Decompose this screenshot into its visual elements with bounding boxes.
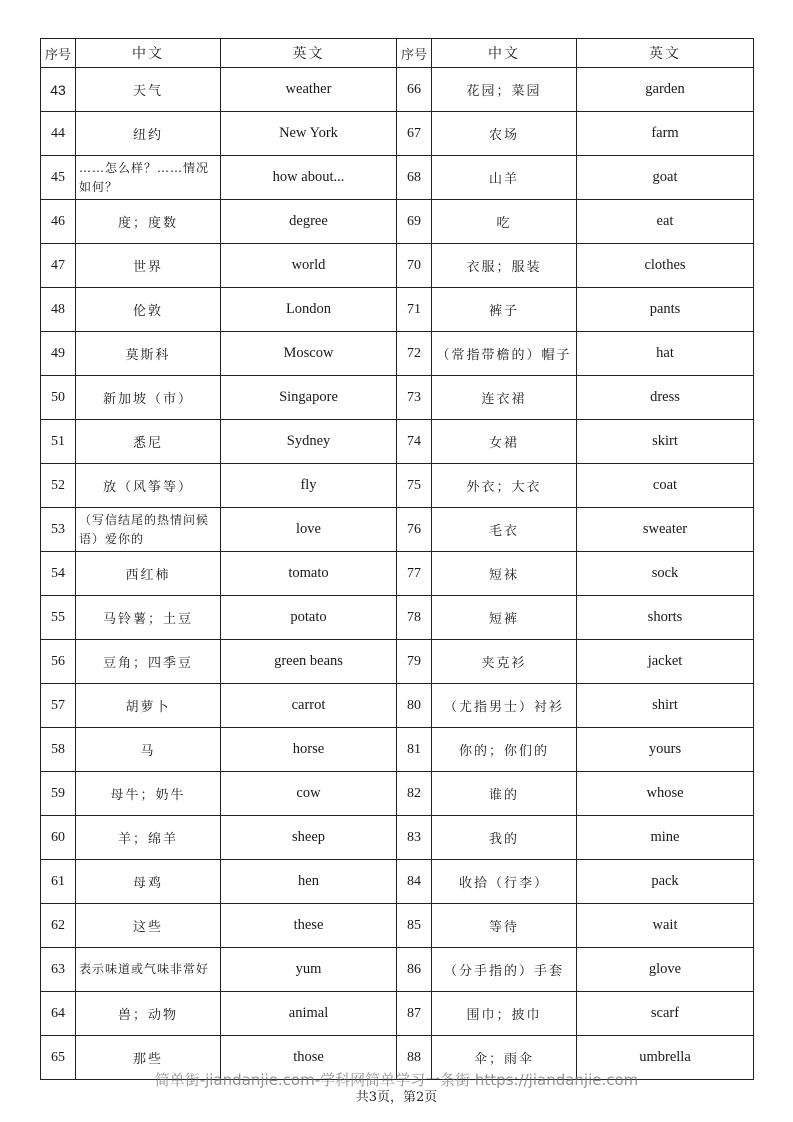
english-cell-left: degree — [221, 200, 397, 244]
english-cell-right: skirt — [577, 420, 754, 464]
index-cell-right: 68 — [397, 156, 432, 200]
table-row — [41, 156, 754, 200]
chinese-cell-right: 吃 — [432, 200, 577, 244]
watermark-text: 简单街-jiandanjie.com-学科网简单学习一条街 https://jiandanjie.com — [154, 1071, 639, 1089]
english-cell-left: hen — [221, 860, 397, 904]
chinese-cell-right: 农场 — [432, 112, 577, 156]
english-cell-left: sheep — [221, 816, 397, 860]
chinese-cell-right: 连衣裙 — [432, 376, 577, 420]
chinese-cell-left: 度；度数 — [76, 200, 221, 244]
index-cell-left: 45 — [41, 156, 76, 200]
table-row — [41, 464, 754, 508]
table-row — [41, 244, 754, 288]
english-cell-right: scarf — [577, 992, 754, 1036]
chinese-cell-right: 我的 — [432, 816, 577, 860]
chinese-cell-right: 谁的 — [432, 772, 577, 816]
table-row — [41, 200, 754, 244]
english-cell-right: mine — [577, 816, 754, 860]
chinese-cell-left: 伦敦 — [76, 288, 221, 332]
index-cell-right: 69 — [397, 200, 432, 244]
chinese-cell-right: 短袜 — [432, 552, 577, 596]
chinese-cell-left: 纽约 — [76, 112, 221, 156]
index-cell-left: 57 — [41, 684, 76, 728]
english-cell-right: shirt — [577, 684, 754, 728]
index-cell-left: 64 — [41, 992, 76, 1036]
index-cell-left: 60 — [41, 816, 76, 860]
header-chinese-right: 中文 — [432, 39, 577, 68]
index-cell-left: 54 — [41, 552, 76, 596]
chinese-cell-left: 马 — [76, 728, 221, 772]
chinese-cell-right: 伞；雨伞 — [432, 1036, 577, 1080]
english-cell-left: fly — [221, 464, 397, 508]
index-cell-left: 44 — [41, 112, 76, 156]
english-cell-right: goat — [577, 156, 754, 200]
chinese-cell-left: 羊；绵羊 — [76, 816, 221, 860]
english-cell-left: weather — [221, 68, 397, 112]
english-cell-right: jacket — [577, 640, 754, 684]
index-cell-right: 71 — [397, 288, 432, 332]
chinese-cell-right: 女裙 — [432, 420, 577, 464]
english-cell-left: Sydney — [221, 420, 397, 464]
chinese-cell-right: 衣服；服装 — [432, 244, 577, 288]
chinese-cell-left: 胡萝卜 — [76, 684, 221, 728]
index-cell-left: 55 — [41, 596, 76, 640]
chinese-cell-left: 莫斯科 — [76, 332, 221, 376]
chinese-cell-left: ……怎么样？……情况如何？ — [76, 156, 221, 200]
table-row — [41, 816, 754, 860]
index-cell-right: 75 — [397, 464, 432, 508]
english-cell-right: whose — [577, 772, 754, 816]
chinese-cell-left: 悉尼 — [76, 420, 221, 464]
chinese-cell-left: 世界 — [76, 244, 221, 288]
english-cell-right: dress — [577, 376, 754, 420]
chinese-cell-left: 新加坡（市） — [76, 376, 221, 420]
english-cell-right: shorts — [577, 596, 754, 640]
chinese-cell-right: 收拾（行李） — [432, 860, 577, 904]
english-cell-left: those — [221, 1036, 397, 1080]
index-cell-left: 48 — [41, 288, 76, 332]
index-cell-right: 84 — [397, 860, 432, 904]
table-row — [41, 112, 754, 156]
english-cell-right: sock — [577, 552, 754, 596]
table-row — [41, 68, 754, 112]
chinese-cell-right: 山羊 — [432, 156, 577, 200]
index-cell-left: 50 — [41, 376, 76, 420]
index-cell-left: 59 — [41, 772, 76, 816]
header-english-right: 英文 — [577, 39, 754, 68]
chinese-cell-left: 表示味道或气味非常好 — [76, 948, 221, 992]
header-index-right: 序号 — [397, 39, 432, 68]
header-english-left: 英文 — [221, 39, 397, 68]
index-cell-right: 66 — [397, 68, 432, 112]
english-cell-right: wait — [577, 904, 754, 948]
index-cell-right: 78 — [397, 596, 432, 640]
table-row — [41, 904, 754, 948]
chinese-cell-right: （常指带檐的）帽子 — [432, 332, 577, 376]
chinese-cell-left: 母鸡 — [76, 860, 221, 904]
index-cell-right: 81 — [397, 728, 432, 772]
english-cell-right: farm — [577, 112, 754, 156]
index-cell-left: 56 — [41, 640, 76, 684]
index-cell-left: 61 — [41, 860, 76, 904]
table-row — [41, 728, 754, 772]
english-cell-right: glove — [577, 948, 754, 992]
index-cell-right: 72 — [397, 332, 432, 376]
index-cell-right: 76 — [397, 508, 432, 552]
table-row — [41, 508, 754, 552]
chinese-cell-left: 天气 — [76, 68, 221, 112]
index-cell-right: 86 — [397, 948, 432, 992]
english-cell-right: clothes — [577, 244, 754, 288]
index-cell-left: 53 — [41, 508, 76, 552]
english-cell-left: Singapore — [221, 376, 397, 420]
index-cell-left: 63 — [41, 948, 76, 992]
english-cell-left: tomato — [221, 552, 397, 596]
chinese-cell-right: 毛衣 — [432, 508, 577, 552]
vocabulary-table — [40, 38, 754, 1080]
chinese-cell-right: 外衣；大衣 — [432, 464, 577, 508]
english-cell-left: green beans — [221, 640, 397, 684]
english-cell-right: coat — [577, 464, 754, 508]
index-cell-left: 47 — [41, 244, 76, 288]
chinese-cell-right: 围巾；披巾 — [432, 992, 577, 1036]
english-cell-right: hat — [577, 332, 754, 376]
index-cell-right: 85 — [397, 904, 432, 948]
chinese-cell-right: 花园；菜园 — [432, 68, 577, 112]
index-cell-left: 51 — [41, 420, 76, 464]
english-cell-left: cow — [221, 772, 397, 816]
table-row — [41, 772, 754, 816]
table-row — [41, 992, 754, 1036]
english-cell-left: yum — [221, 948, 397, 992]
index-cell-left: 65 — [41, 1036, 76, 1080]
index-cell-left: 62 — [41, 904, 76, 948]
index-cell-right: 82 — [397, 772, 432, 816]
chinese-cell-left: 兽；动物 — [76, 992, 221, 1036]
index-cell-right: 83 — [397, 816, 432, 860]
index-cell-right: 73 — [397, 376, 432, 420]
english-cell-left: horse — [221, 728, 397, 772]
table-row — [41, 596, 754, 640]
index-cell-left: 58 — [41, 728, 76, 772]
index-cell-right: 79 — [397, 640, 432, 684]
table-row — [41, 332, 754, 376]
index-cell-right: 74 — [397, 420, 432, 464]
english-cell-right: pack — [577, 860, 754, 904]
english-cell-left: how about... — [221, 156, 397, 200]
index-cell-left: 52 — [41, 464, 76, 508]
index-cell-right: 87 — [397, 992, 432, 1036]
table-header-row — [41, 39, 754, 68]
index-cell-left: 46 — [41, 200, 76, 244]
chinese-cell-left: 西红柿 — [76, 552, 221, 596]
chinese-cell-right: 夹克衫 — [432, 640, 577, 684]
table-row — [41, 288, 754, 332]
table-body — [41, 68, 754, 1080]
chinese-cell-right: （尤指男士）衬衫 — [432, 684, 577, 728]
chinese-cell-left: 马铃薯；土豆 — [76, 596, 221, 640]
table-row — [41, 376, 754, 420]
header-chinese-left: 中文 — [76, 39, 221, 68]
table-row — [41, 640, 754, 684]
chinese-cell-right: 等待 — [432, 904, 577, 948]
english-cell-right: yours — [577, 728, 754, 772]
english-cell-left: London — [221, 288, 397, 332]
index-cell-right: 67 — [397, 112, 432, 156]
index-cell-right: 88 — [397, 1036, 432, 1080]
english-cell-left: love — [221, 508, 397, 552]
index-cell-left: 49 — [41, 332, 76, 376]
table-row — [41, 860, 754, 904]
english-cell-left: potato — [221, 596, 397, 640]
table-row — [41, 684, 754, 728]
english-cell-left: these — [221, 904, 397, 948]
index-cell-left: 43 — [41, 68, 76, 112]
english-cell-left: animal — [221, 992, 397, 1036]
english-cell-left: New York — [221, 112, 397, 156]
english-cell-right: garden — [577, 68, 754, 112]
chinese-cell-left: 这些 — [76, 904, 221, 948]
chinese-cell-right: 你的；你们的 — [432, 728, 577, 772]
page-number-footer: 共3页，第2页 — [355, 1090, 438, 1105]
chinese-cell-left: 那些 — [76, 1036, 221, 1080]
chinese-cell-left: 放（风筝等） — [76, 464, 221, 508]
chinese-cell-left: （写信结尾的热情问候语）爱你的 — [76, 508, 221, 552]
english-cell-right: pants — [577, 288, 754, 332]
index-cell-right: 77 — [397, 552, 432, 596]
header-index-left: 序号 — [41, 39, 76, 68]
chinese-cell-right: 裤子 — [432, 288, 577, 332]
table-row — [41, 552, 754, 596]
chinese-cell-right: （分手指的）手套 — [432, 948, 577, 992]
english-cell-right: umbrella — [577, 1036, 754, 1080]
english-cell-right: eat — [577, 200, 754, 244]
english-cell-left: Moscow — [221, 332, 397, 376]
english-cell-left: world — [221, 244, 397, 288]
chinese-cell-left: 豆角；四季豆 — [76, 640, 221, 684]
english-cell-right: sweater — [577, 508, 754, 552]
chinese-cell-left: 母牛；奶牛 — [76, 772, 221, 816]
english-cell-left: carrot — [221, 684, 397, 728]
table-row — [41, 948, 754, 992]
index-cell-right: 80 — [397, 684, 432, 728]
table-row — [41, 420, 754, 464]
index-cell-right: 70 — [397, 244, 432, 288]
chinese-cell-right: 短裤 — [432, 596, 577, 640]
